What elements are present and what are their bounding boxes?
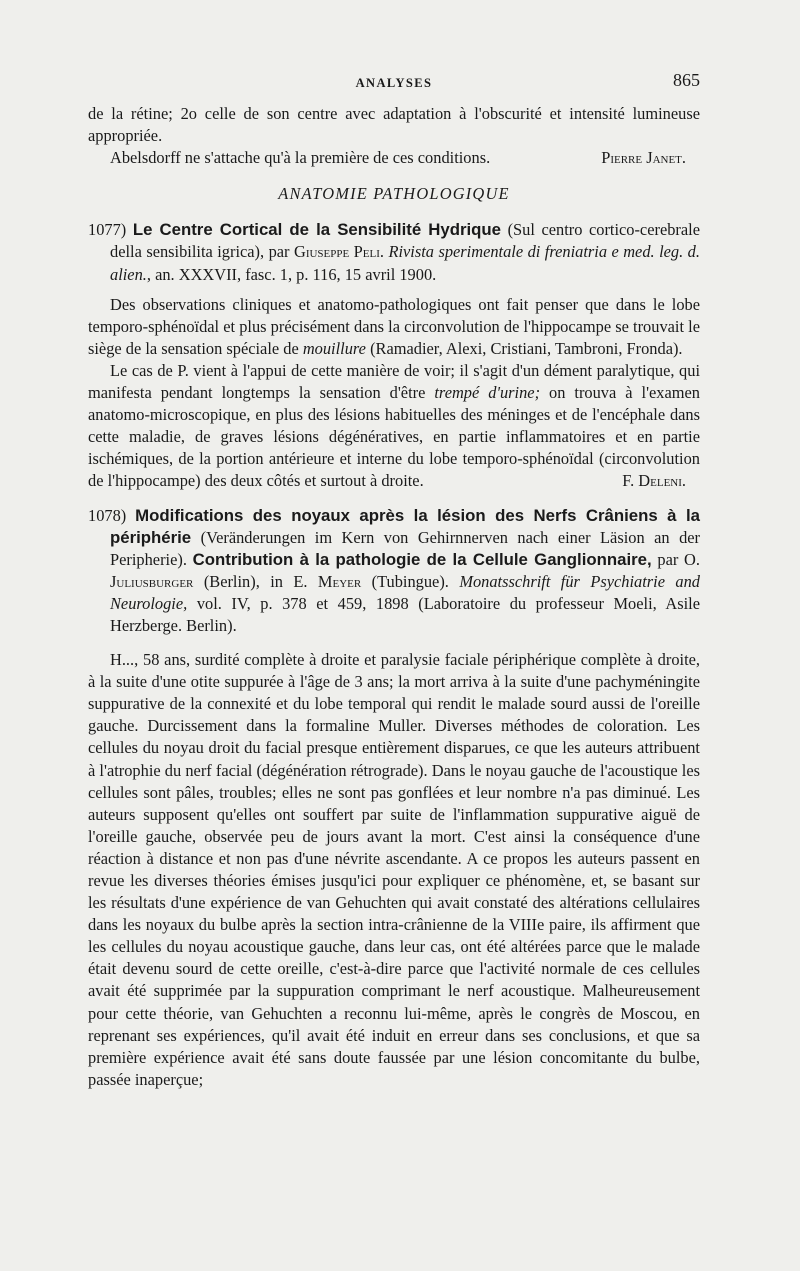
entry-citation: vol. IV, p. 378 et 459, 1898 (Laboratoire du professeur Moeli, Asile Herzberge. Berlin). xyxy=(110,593,700,635)
paragraph-text: on trouva à l'examen anatomo-microscopique, en plus des lésions habituelles des méninges et de l'encéphale dans cette maladie, de graves lésions dégénératives, en partie inflammatoires et en partie ischémiques, de la portion antérieure et interne du lobe temporo-sphénoïdal (circonvolution de l'hippocampe) des deux côtés et surtout à droite. xyxy=(88,383,701,491)
entry-text: (Berlin), in E. xyxy=(203,571,308,591)
intro-text: de la rétine; 2o celle de son centre avec adaptation à l'obscurité et intensité lumineuse appropriée. xyxy=(88,104,700,146)
entry-number: 1078) xyxy=(88,505,127,525)
entry-title: Modifications des noyaux après la lésion des Nerfs Crâniens à la périphérie xyxy=(110,505,700,547)
entry-1077-paragraph-1 xyxy=(88,294,700,360)
page-text xyxy=(88,103,700,1091)
entry-number: 1077) xyxy=(88,220,127,240)
entry-title-2: Contribution à la pathologie de la Cellule Ganglionnaire, xyxy=(192,549,652,569)
signature-janet: Pierre Janet. xyxy=(601,148,686,168)
section-heading: ANATOMIE PATHOLOGIQUE xyxy=(278,184,510,204)
signature-deleni: F. Deleni. xyxy=(622,471,686,491)
entry-1077-heading xyxy=(88,219,700,285)
entry-1077-paragraph-2 xyxy=(88,360,700,493)
paragraph-text: (Ramadier, Alexi, Cristiani, Tambroni, Fronda). xyxy=(370,338,683,358)
entry-author: Giuseppe Peli. xyxy=(293,242,384,262)
paragraph-emphasis: mouillure xyxy=(302,338,366,358)
page-header xyxy=(88,70,700,98)
page-number: 865 xyxy=(673,70,700,90)
entry-subtitle: (Sul centro cortico-cerebrale della sensibilita igrica), par xyxy=(110,220,700,262)
intro-text-2: Abelsdorff ne s'attache qu'à la première de ces conditions. xyxy=(110,148,491,168)
entry-journal: Monatsschrift für Psychiatrie and Neurologie, xyxy=(110,571,700,613)
entry-by: par O. xyxy=(657,549,700,569)
entry-author: Juliusburger xyxy=(110,571,194,591)
intro-paragraph-2 xyxy=(88,147,700,169)
paragraph-text: Des observations cliniques et anatomo-pathologiques ont fait penser que dans le lobe temporo-sphénoïdal et plus précisément dans la circonvolution de l'hippocampe se trouvait le siège de la sensation spéciale de xyxy=(88,294,700,358)
entry-1078-body: H..., 58 ans, surdité complète à droite et paralysie faciale périphérique complète à droite, à la suite d'une otite suppurée à l'âge de 3 ans; la mort arriva à la suite d'une pachyméningite suppurative de la connexité et du lobe temporal qui rendit le malade sourd aussi de l'oreille gauche. Durcissement dans la formaline Muller. Diverses méthodes de coloration. Les cellules du noyau droit du facial presque entièrement disparues, ce que les auteurs attribuent à l'atrophie du nerf facial (dégénération rétrograde). Dans le noyau gauche de l'acoustique les cellules sont pâles, troubles; elles ne sont pas gonflées et leur nombre n'a pas diminué. Les auteurs supposent qu'elles ont souffert par suite de l'inflammation suppurative aiguë de l'oreille gauche, observée peu de jours avant la mort. C'est ainsi la conséquence d'une réaction à distance et non pas d'une névrite ascendante. A ce propos les auteurs passent en revue les diverses théories émises jusqu'ici pour expliquer ce phénomène, et, se basant sur les résultats d'une expérience de van Gehuchten qui avait constaté des altérations cellulaires dans les noyaux du bulbe après la section intra-crânienne de la VIIIe paire, ils affirment que les cellules du noyau acoustique gauche, dans leur cas, ont été altérées parce que le malade était devenu sourd de cette oreille, c'est-à-dire parce que l'activité normale de ces cellules avait été supprimée par la suppuration comprimant le nerf acoustique. Malheureusement pour cette théorie, van Gehuchten a reconnu lui-même, après le congrès de Moscou, en reprenant ses expériences, qu'il avait été induit en erreur dans ses conclusions, et que sa première expérience avait été sans doute faussée par une lésion concomitante du bulbe, passée inaperçue; xyxy=(88,650,700,1089)
paragraph-text: Le cas de P. vient à l'appui de cette manière de voir; il s'agit d'un dément paralytique, qui manifesta pendant longtemps la sensation d'être xyxy=(88,360,700,403)
entry-text: (Tubingue). xyxy=(371,571,449,591)
running-head: ANALYSES xyxy=(355,76,433,90)
entry-journal: Rivista sperimentale di freniatria e med. leg. d. alien. xyxy=(110,242,700,284)
entry-subtitle: (Veränderungen im Kern von Gehirnnerven nach einer Läsion an der Peripherie). xyxy=(110,527,700,569)
entry-title: Le Centre Cortical de la Sensibilité Hydrique xyxy=(132,220,502,240)
entry-citation: , an. XXXVII, fasc. 1, p. 116, 15 avril 1900. xyxy=(146,264,437,284)
entry-1078-heading xyxy=(88,505,700,638)
entry-author-2: Meyer xyxy=(317,571,362,591)
intro-paragraph xyxy=(88,103,700,147)
paragraph-emphasis: trempé d'urine; xyxy=(434,383,541,403)
